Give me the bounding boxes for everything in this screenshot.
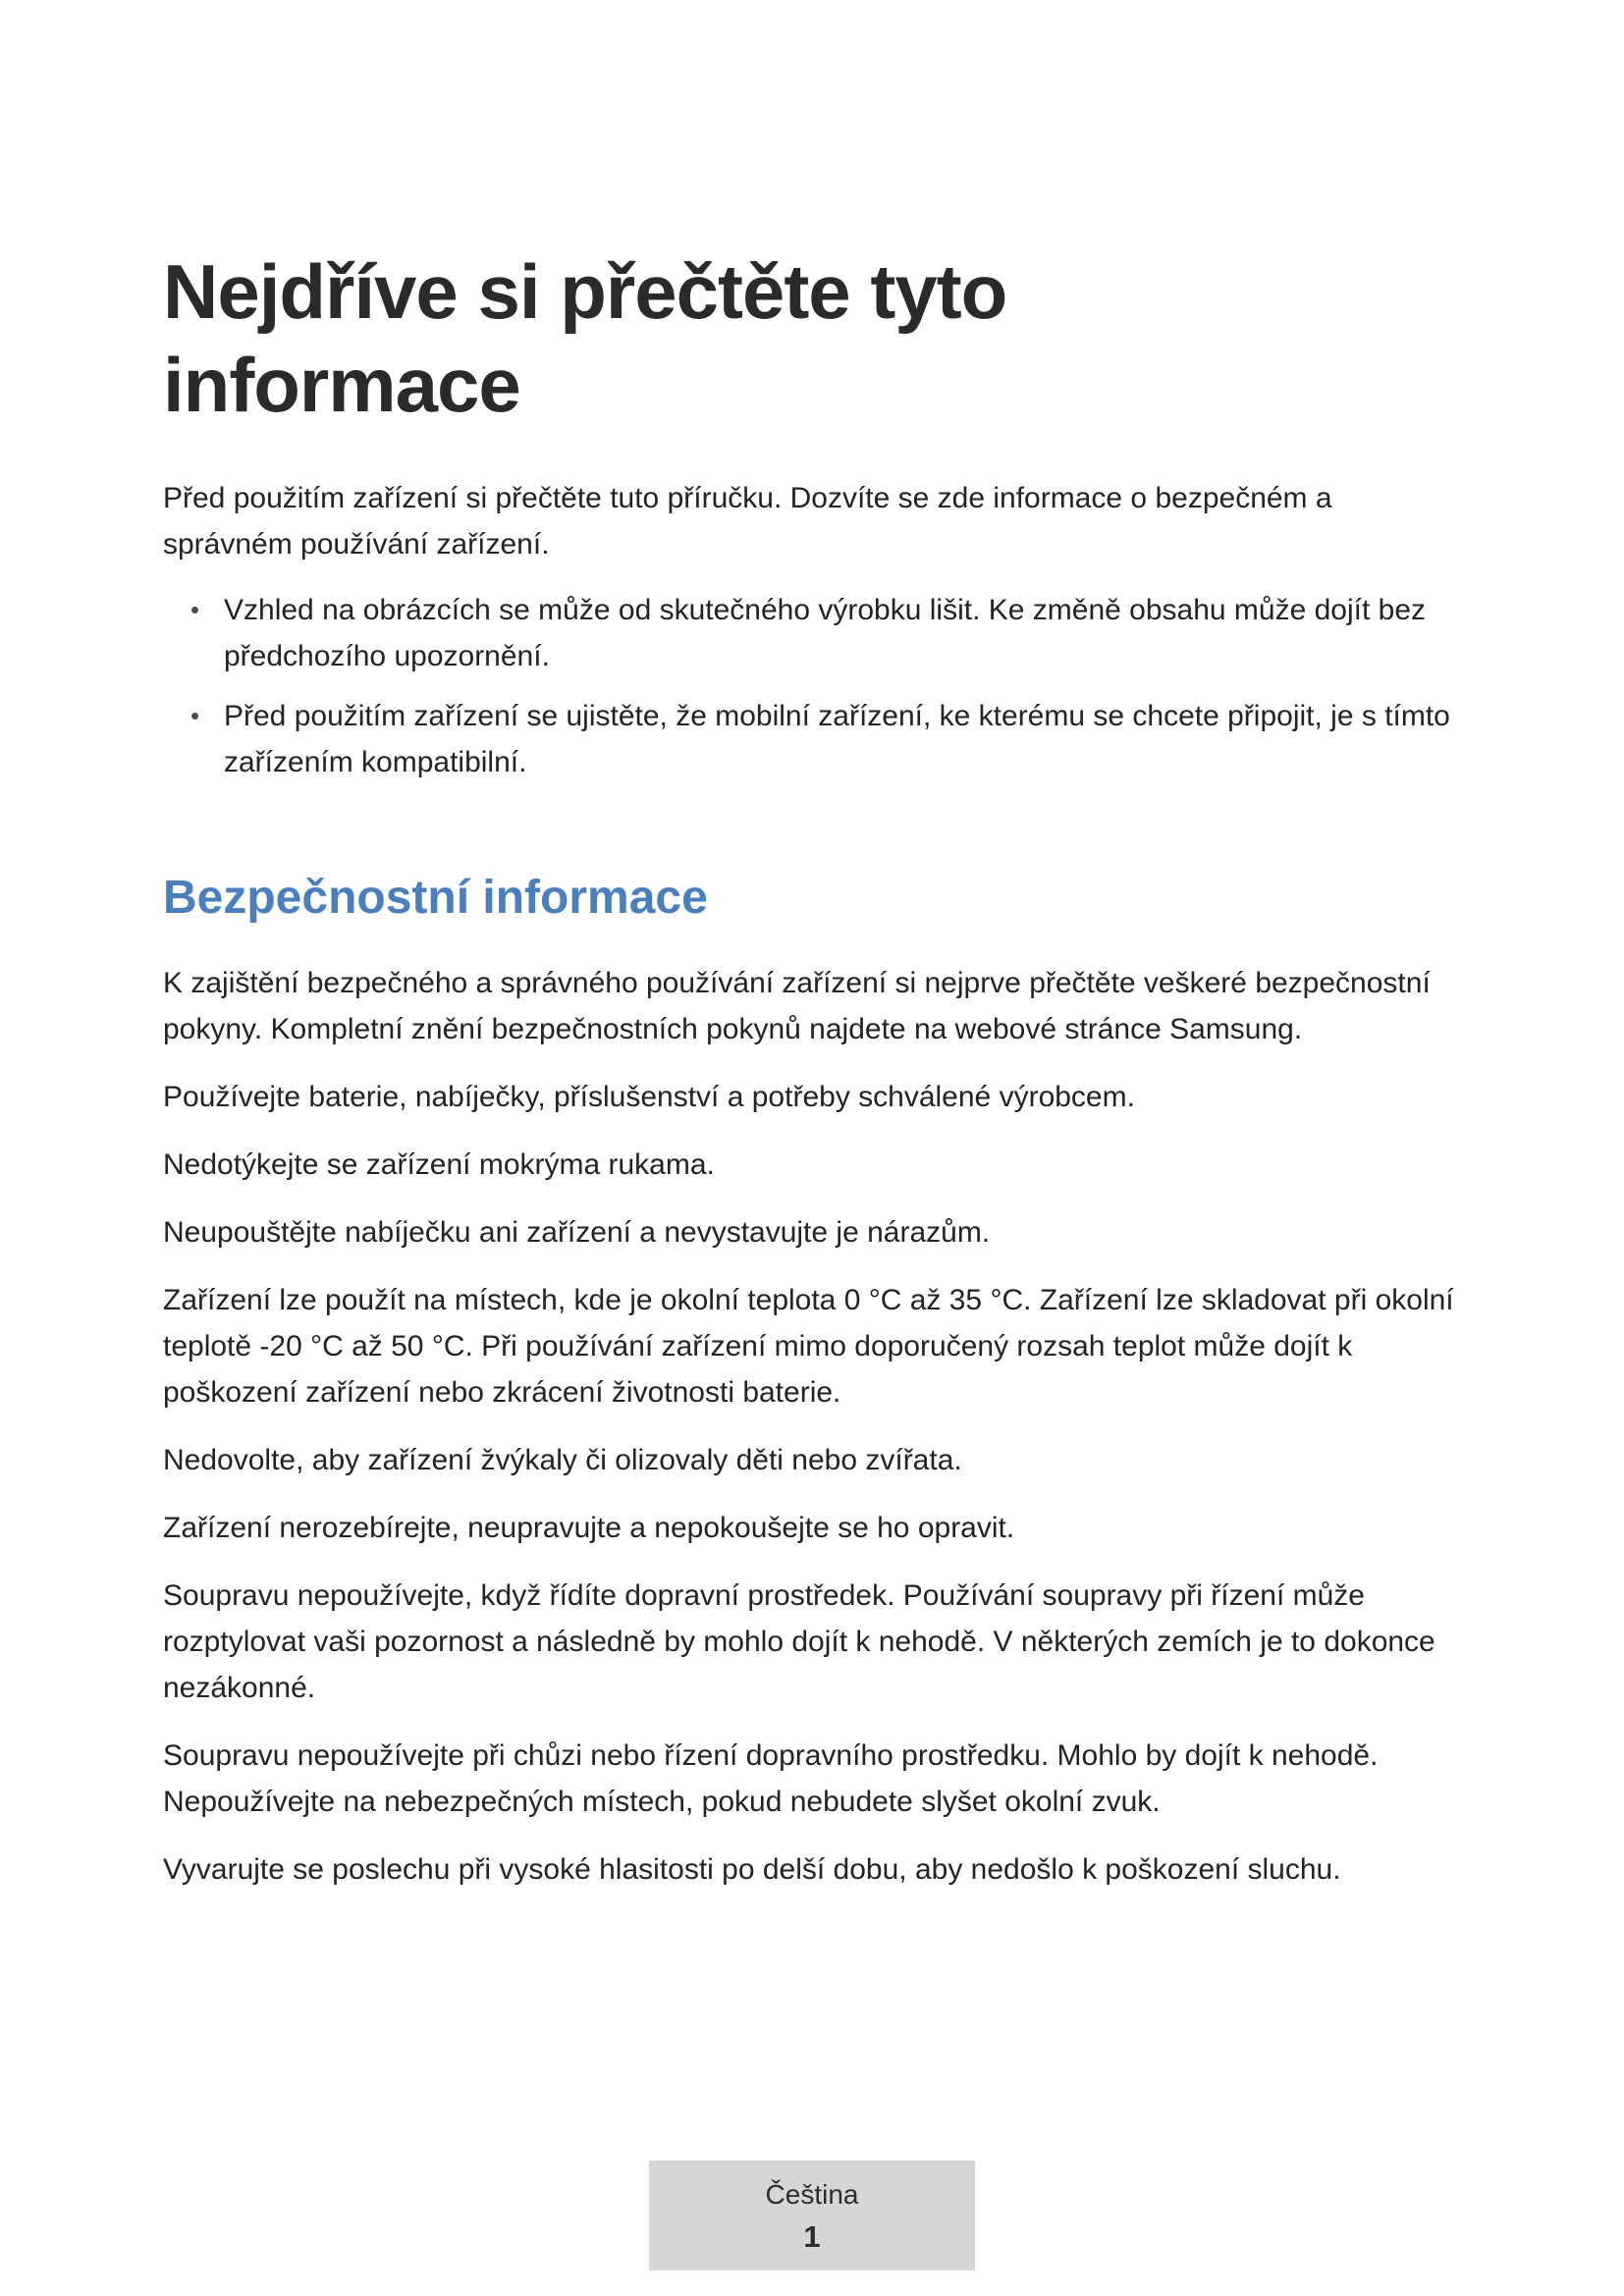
notes-list: [163, 587, 1461, 785]
page-title-line-1: Nejdříve si přečtěte tyto: [163, 248, 1007, 335]
list-item: [190, 693, 1461, 785]
safety-paragraph: Zařízení lze použít na místech, kde je okolní teplota 0 °C až 35 °C. Zařízení lze skladovat při okolní teplotě -20 °C až 50 °C. Při používání zařízení mimo doporučený rozsah teplot může dojít k poškození zařízení nebo zkrácení životnosti baterie.: [163, 1284, 1454, 1409]
safety-paragraph: Soupravu nepoužívejte při chůzi nebo řízení dopravního prostředku. Mohlo by dojít k nehodě. Nepoužívejte na nebezpečných místech, pokud nebudete slyšet okolní zvuk.: [163, 1739, 1379, 1818]
list-item-text: Před použitím zařízení se ujistěte, že mobilní zařízení, ke kterému se chcete připojit, je s tímto zařízením kompatibilní.: [224, 700, 1450, 778]
safety-paragraph: Nedotýkejte se zařízení mokrýma rukama.: [163, 1148, 715, 1181]
safety-paragraph: Neupouštějte nabíječku ani zařízení a nevystavujte je nárazům.: [163, 1216, 991, 1249]
bullet-icon: •: [190, 701, 200, 730]
safety-paragraph: Nedovolte, aby zařízení žvýkaly či olizovaly děti nebo zvířata.: [163, 1444, 962, 1476]
safety-paragraph: Používejte baterie, nabíječky, příslušenství a potřeby schválené výrobcem.: [163, 1081, 1135, 1113]
safety-paragraph: Soupravu nepoužívejte, když řídíte dopravní prostředek. Používání soupravy při řízení může rozptylovat vaši pozornost a následně by mohlo dojít k nehodě. V některých zemích je to dokonce nezákonné.: [163, 1579, 1435, 1704]
footer-page-number: 1: [803, 2219, 821, 2254]
intro-paragraph: Před použitím zařízení si přečtěte tuto příručku. Dozvíte se zde informace o bezpečném a správném používání zařízení.: [163, 482, 1332, 561]
page-footer: [649, 2161, 975, 2270]
list-item: [190, 587, 1461, 679]
bullet-icon: •: [190, 595, 200, 624]
page-title-line-2: informace: [163, 342, 520, 428]
safety-paragraph: Vyvarujte se poslechu při vysoké hlasitosti po delší dobu, aby nedošlo k poškození sluchu.: [163, 1853, 1341, 1886]
section-heading-safety-information: Bezpečnostní informace: [163, 872, 708, 924]
list-item-text: Vzhled na obrázcích se může od skutečného výrobku lišit. Ke změně obsahu může dojít bez předchozího upozornění.: [224, 594, 1427, 672]
safety-paragraph: Zařízení nerozebírejte, neupravujte a nepokoušejte se ho opravit.: [163, 1512, 1015, 1544]
page-content: [163, 0, 1461, 1914]
safety-paragraph: K zajištění bezpečného a správného používání zařízení si nejprve přečtěte veškeré bezpečnostní pokyny. Kompletní znění bezpečnostních pokynů najdete na webové stránce Samsung.: [163, 967, 1431, 1045]
page-title: [163, 245, 1461, 432]
footer-language-label: Čeština: [765, 2179, 859, 2210]
